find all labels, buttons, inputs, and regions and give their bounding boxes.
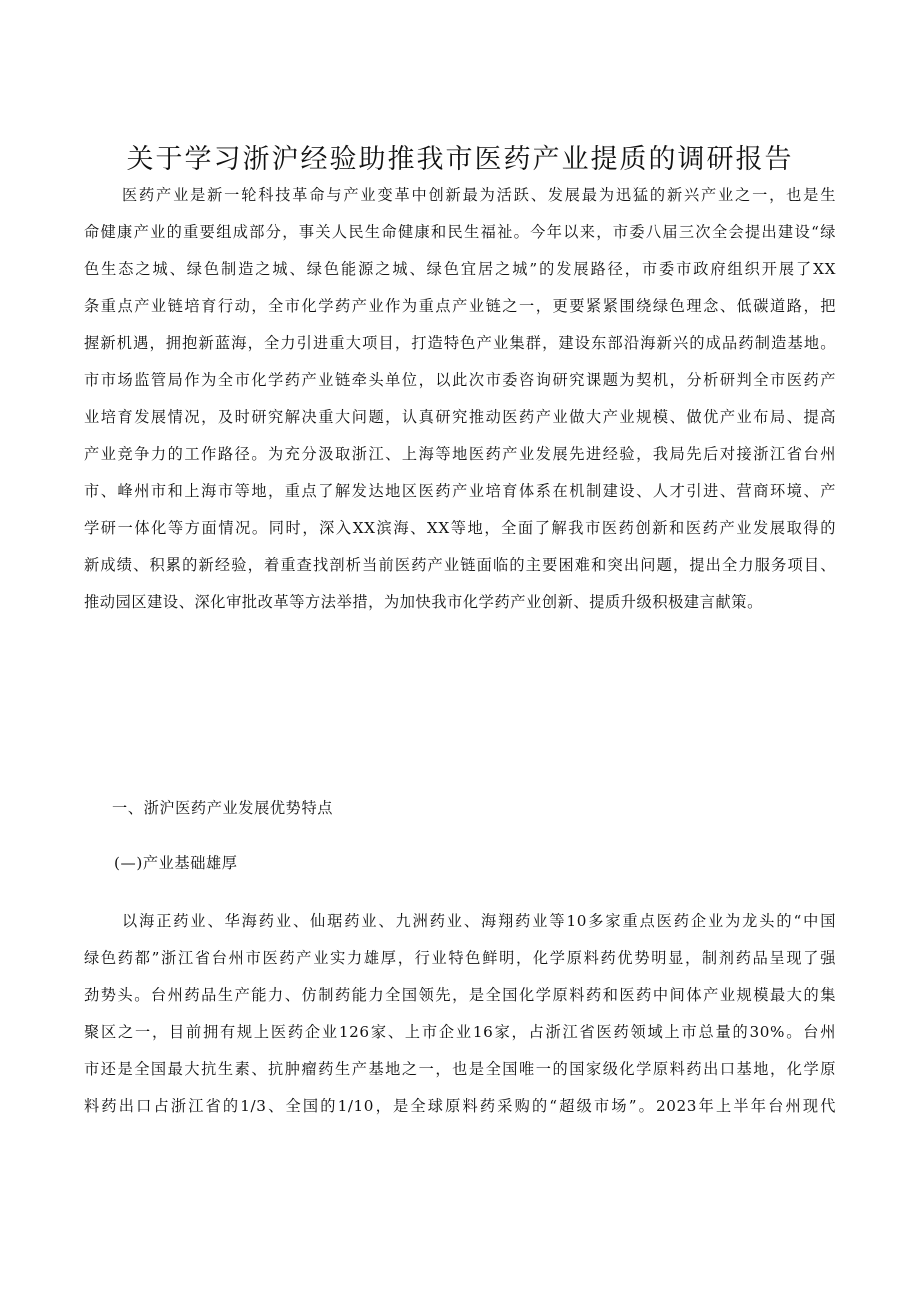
paragraph-line: 推动园区建设、深化审批改革等方法举措，为加快我市化学药产业创新、提质升级积极建言献策。 [84, 593, 763, 611]
paragraph-line: 料药出口占浙江省的1/3、全国的1/10，是全球原料药采购的“超级市场”。2023年上半年台州现代 [84, 1097, 836, 1115]
paragraph-line: 医药产业是新一轮科技革命与产业变革中创新最为活跃、发展最为迅猛的新兴产业之一，也是生 [122, 186, 836, 204]
paragraph-line: 劲势头。台州药品生产能力、仿制药能力全国领先，是全国化学原料药和医药中间体产业规模最大的集 [84, 986, 836, 1004]
paragraph-line: 条重点产业链培育行动，全市化学药产业作为重点产业链之一，更要紧紧围绕绿色理念、低碳道路，把 [84, 297, 836, 315]
intro-paragraph [84, 177, 836, 621]
paragraph-line: 市、峰州市和上海市等地，重点了解发达地区医药产业培育体系在机制建设、人才引进、营商环境、产 [84, 482, 836, 500]
paragraph-line: 聚区之一，目前拥有规上医药企业126家、上市企业16家，占浙江省医药领域上市总量的30%。台州 [84, 1023, 836, 1041]
section-heading: 一、浙沪医药产业发展优势特点 [112, 799, 334, 817]
paragraph-line: 以海正药业、华海药业、仙琚药业、九洲药业、海翔药业等10多家重点医药企业为龙头的“中国 [122, 912, 836, 930]
paragraph-line: 色生态之城、绿色制造之城、绿色能源之城、绿色宜居之城”的发展路径，市委市政府组织开展了XX [84, 260, 836, 278]
subsection-paragraph [84, 903, 836, 1125]
paragraph-line: 新成绩、积累的新经验，着重查找剖析当前医药产业链面临的主要困难和突出问题，提出全力服务项目、 [84, 556, 836, 574]
paragraph-line: 产业竞争力的工作路径。为充分汲取浙江、上海等地医药产业发展先进经验，我局先后对接浙江省台州 [84, 445, 836, 463]
paragraph-line: 握新机遇，拥抱新蓝海，全力引进重大项目，打造特色产业集群，建设东部沿海新兴的成品药制造基地。 [84, 334, 836, 352]
document-title: 关于学习浙沪经验助推我市医药产业提质的调研报告 [126, 144, 794, 175]
paragraph-line: 命健康产业的重要组成部分，事关人民生命健康和民生福祉。今年以来，市委八届三次全会提出建设“绿 [84, 223, 836, 241]
paragraph-line: 业培育发展情况，及时研究解决重大问题，认真研究推动医药产业做大产业规模、做优产业布局、提高 [84, 408, 836, 426]
paragraph-line: 绿色药都”浙江省台州市医药产业实力雄厚，行业特色鲜明，化学原料药优势明显，制剂药品呈现了强 [84, 949, 836, 967]
paragraph-line: 学研一体化等方面情况。同时，深入XX滨海、XX等地，全面了解我市医药创新和医药产业发展取得的 [84, 519, 836, 537]
subsection-heading: (—)产业基础雄厚 [114, 854, 238, 872]
paragraph-line: 市还是全国最大抗生素、抗肿瘤药生产基地之一，也是全国唯一的国家级化学原料药出口基地，化学原 [84, 1060, 836, 1078]
paragraph-line: 市市场监管局作为全市化学药产业链牵头单位，以此次市委咨询研究课题为契机，分析研判全市医药产 [84, 371, 836, 389]
